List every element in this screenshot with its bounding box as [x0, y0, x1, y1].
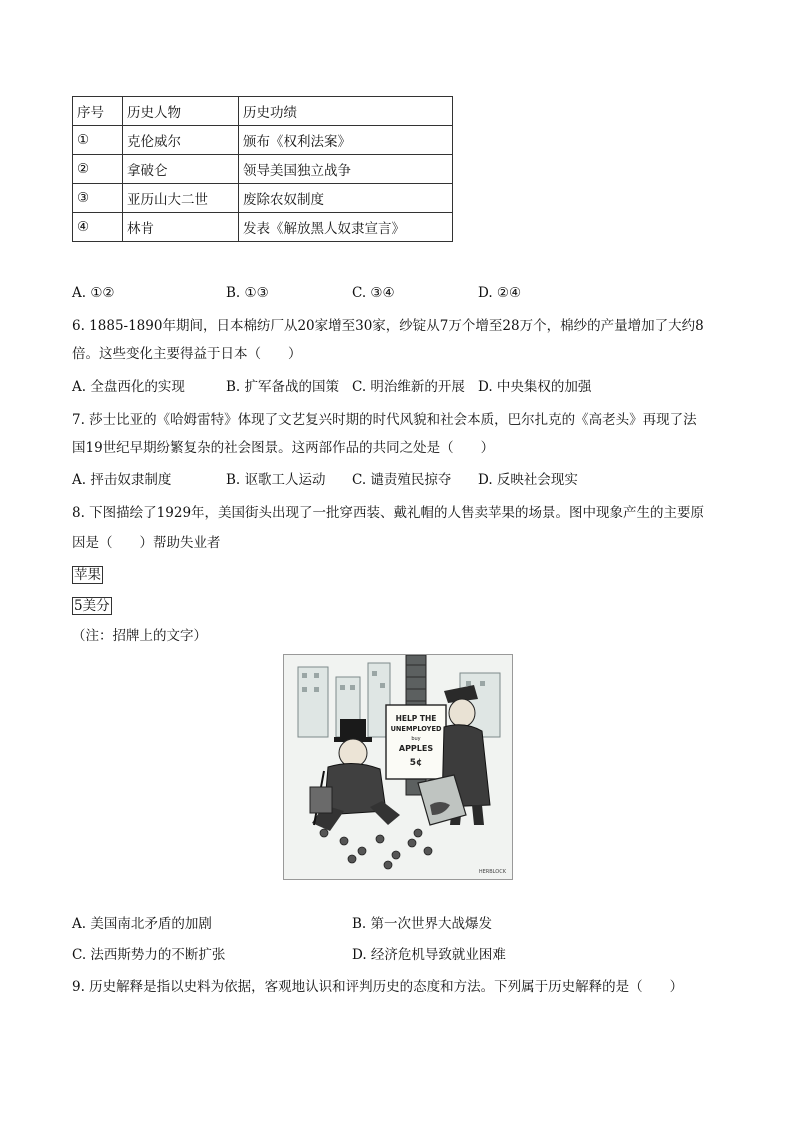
q5-option-b: B. ①③: [226, 285, 269, 301]
q8-option-c: C. 法西斯势力的不断扩张: [72, 947, 226, 963]
history-figures-table: [72, 96, 453, 242]
q7-option-d: D. 反映社会现实: [478, 472, 578, 488]
q8-blank-box-apples: 苹果: [74, 567, 101, 583]
table-header-cell: 历史功绩: [239, 97, 453, 126]
q5-option-a: A. ①②: [72, 285, 115, 301]
q6-option-c: C. 明治维新的开展: [352, 379, 465, 395]
apple-seller-cartoon: [283, 654, 513, 880]
q6-stem-line2: 倍。这些变化主要得益于日本（ ）: [72, 346, 302, 362]
table-cell: ③: [73, 184, 123, 213]
table-row: [73, 213, 453, 242]
table-cell: 亚历山大二世: [123, 184, 239, 213]
table-cell: 拿破仑: [123, 155, 239, 184]
scattered-apples: [320, 829, 432, 869]
table-cell: ④: [73, 213, 123, 242]
sign-text-line3: buy: [411, 736, 421, 742]
q8-stem-line2: 因是（ ）帮助失业者: [72, 535, 221, 551]
table-cell: 颁布《权利法案》: [239, 126, 453, 155]
q8-stem-line1: 8. 下图描绘了1929年，美国街头出现了一批穿西装、戴礼帽的人售卖苹果的场景。图中现象产生的主要原: [72, 505, 705, 521]
table-cell: ②: [73, 155, 123, 184]
q6-option-b: B. 扩军备战的国策: [226, 379, 340, 395]
table-cell: ①: [73, 126, 123, 155]
q8-option-b: B. 第一次世界大战爆发: [352, 916, 493, 932]
cartoonist-signature: HERBLOCK: [478, 869, 506, 875]
q7-stem-line2: 国19世纪早期纷繁复杂的社会图景。这两部作品的共同之处是（ ）: [72, 440, 495, 456]
table-header-row: [73, 97, 453, 126]
q7-option-c: C. 谴责殖民掠夺: [352, 472, 452, 488]
table-row: [73, 126, 453, 155]
table-header-cell: 历史人物: [123, 97, 239, 126]
q6-option-d: D. 中央集权的加强: [478, 379, 592, 395]
table-cell: 领导美国独立战争: [239, 155, 453, 184]
q9-stem-line1: 9. 历史解释是指以史料为依据，客观地认识和评判历史的态度和方法。下列属于历史解释的是（ ）: [72, 979, 684, 995]
cartoon-illustration: [284, 655, 512, 879]
table-cell: 发表《解放黑人奴隶宣言》: [239, 213, 453, 242]
q8-blank-box-price: 5美分: [74, 598, 110, 614]
sign-text-line1: HELP THE: [395, 714, 437, 723]
q5-option-c: C. ③④: [352, 285, 395, 301]
q7-option-b: B. 讴歌工人运动: [226, 472, 326, 488]
table-header-cell: 序号: [73, 97, 123, 126]
sign-text-line5: 5¢: [409, 758, 423, 768]
table-row: [73, 184, 453, 213]
q8-option-d: D. 经济危机导致就业困难: [352, 947, 506, 963]
q7-stem-line1: 7. 莎士比亚的《哈姆雷特》体现了文艺复兴时期的时代风貌和社会本质，巴尔扎克的《高老头》再现了法: [72, 412, 697, 428]
q5-option-d: D. ②④: [478, 285, 522, 301]
q6-option-a: A. 全盘西化的实现: [72, 379, 185, 395]
q8-note: （注：招牌上的文字）: [72, 628, 207, 644]
table-cell: 克伦威尔: [123, 126, 239, 155]
q7-option-a: A. 抨击奴隶制度: [72, 472, 172, 488]
table-cell: 林肯: [123, 213, 239, 242]
table-row: [73, 155, 453, 184]
q8-option-a: A. 美国南北矛盾的加剧: [72, 916, 212, 932]
q6-stem-line1: 6. 1885-1890年期间，日本棉纺厂从20家增至30家，纱锭从7万个增至28万个，棉纱的产量增加了大约8: [72, 318, 704, 334]
table-cell: 废除农奴制度: [239, 184, 453, 213]
sign-text-line4: APPLES: [398, 744, 434, 753]
sign-text-line2: UNEMPLOYED: [390, 725, 442, 733]
